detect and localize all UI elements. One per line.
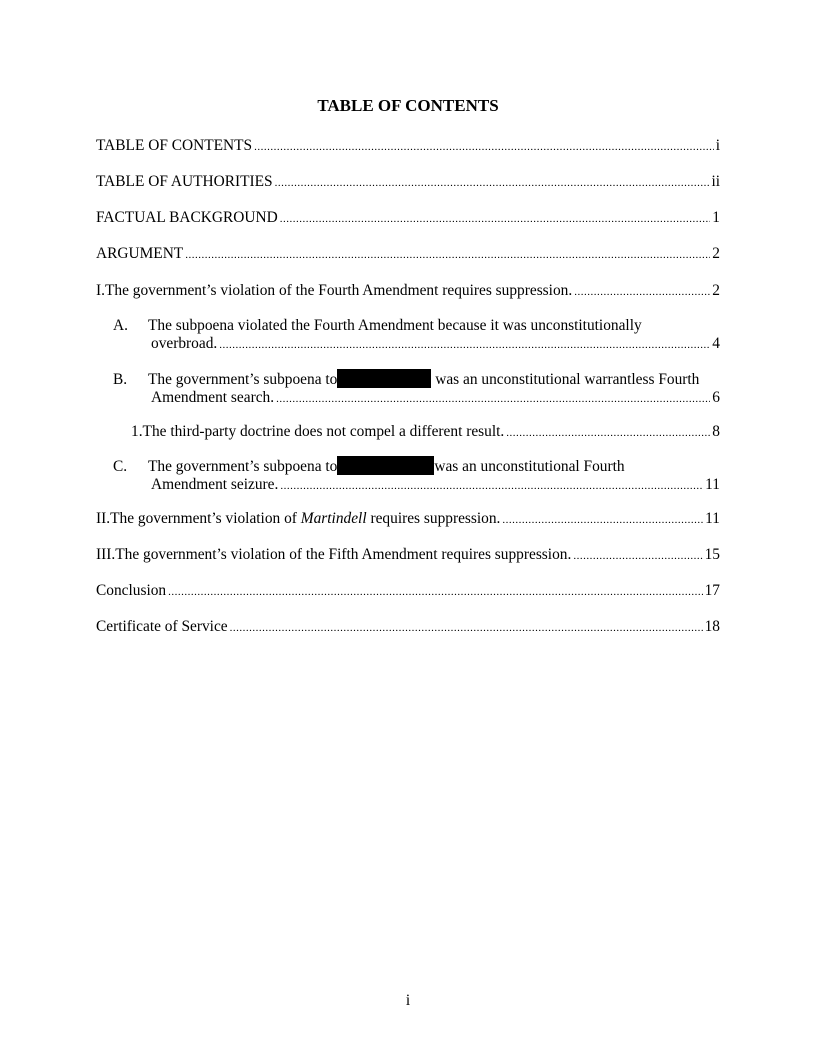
toc-entry-text: TABLE OF AUTHORITIES: [96, 173, 273, 190]
section-number: 1.: [131, 423, 143, 440]
toc-entry-factual-background: [96, 209, 720, 228]
toc-entry-text-line1a: The government’s subpoena to: [148, 458, 338, 475]
toc-entry-text-line2: Amendment seizure.: [151, 476, 279, 493]
toc-entry-section-ii: [96, 510, 720, 529]
toc-entry-section-c: [96, 456, 720, 495]
dot-leader: [280, 477, 703, 495]
toc-entry-section-a: [96, 317, 720, 354]
dot-leader: [230, 619, 703, 637]
toc-entry-section-i: [96, 282, 720, 301]
dot-leader: [254, 138, 714, 156]
toc-page-number: 17: [704, 582, 720, 599]
toc-entry-text: The third-party doctrine does not compel a different result.: [142, 423, 505, 440]
toc-entry-text-line1: The subpoena violated the Fourth Amendment because it was unconstitutionally: [148, 317, 642, 334]
toc-page-number: 8: [712, 423, 720, 440]
toc-entry-argument: [96, 245, 720, 264]
dot-leader: [506, 424, 710, 442]
toc-entry-text: ARGUMENT: [96, 245, 184, 262]
toc-entry-text-line2: Amendment search.: [151, 389, 275, 406]
dot-leader: [502, 511, 703, 529]
toc-entry-table-of-contents: [96, 137, 720, 156]
toc-page-number: 15: [704, 546, 720, 563]
toc-entry-table-of-authorities: [96, 173, 720, 192]
toc-entry-text-line2: overbroad.: [151, 335, 218, 352]
toc-page-number: 4: [712, 335, 720, 352]
toc-entry-text-line1b: was an unconstitutional Fourth: [434, 458, 625, 475]
toc-entry-certificate-of-service: [96, 618, 720, 637]
toc-entry-text: FACTUAL BACKGROUND: [96, 209, 278, 226]
toc-page-number: 2: [712, 245, 720, 262]
section-number: I.: [96, 282, 105, 299]
toc-entry-text-line1b: was an unconstitutional warrantless Fourth: [435, 371, 700, 388]
section-number: B.: [113, 371, 128, 388]
toc-page-number: i: [715, 137, 720, 154]
toc-page-number: 18: [704, 618, 720, 635]
redaction-box: [337, 369, 431, 388]
toc-page-number: 2: [712, 282, 720, 299]
toc-entry-section-iii: [96, 546, 720, 565]
toc-entry-text: Conclusion: [96, 582, 167, 599]
toc-page-number: 6: [712, 389, 720, 406]
dot-leader: [573, 547, 702, 565]
toc-entry-section-b: [96, 369, 720, 408]
dot-leader: [276, 390, 710, 408]
redaction-box: [337, 456, 434, 475]
toc-entry-text-line1a: The government’s subpoena to: [148, 371, 338, 388]
toc-entry-text-a: The government’s violation of: [110, 510, 297, 527]
dot-leader: [219, 336, 710, 354]
page-title: TABLE OF CONTENTS: [317, 96, 499, 115]
toc-entry-text-b: requires suppression.: [370, 510, 501, 527]
dot-leader: [275, 174, 710, 192]
toc-page-number: ii: [711, 173, 720, 190]
section-number: C.: [113, 458, 128, 475]
toc-entry-conclusion: [96, 582, 720, 601]
toc-entry-subsection-1: [96, 423, 720, 442]
toc-page-number: 1: [712, 209, 720, 226]
toc-entry-text: TABLE OF CONTENTS: [96, 137, 253, 154]
toc-page-number: 11: [705, 476, 720, 493]
section-number: II.: [96, 510, 111, 527]
dot-leader: [168, 583, 702, 601]
dot-leader: [574, 283, 710, 301]
dot-leader: [185, 246, 710, 264]
dot-leader: [280, 210, 711, 228]
case-name-italic: Martindell: [300, 510, 367, 527]
toc-page-number: 11: [705, 510, 720, 527]
section-number: A.: [113, 317, 128, 334]
toc-entry-text: The government’s violation of the Fourth Amendment requires suppression.: [104, 282, 573, 299]
section-number: III.: [96, 546, 116, 563]
toc-entry-text: The government’s violation of the Fifth Amendment requires suppression.: [115, 546, 572, 563]
footer-page-number: i: [405, 992, 411, 1009]
toc-entry-text: Certificate of Service: [96, 618, 228, 635]
